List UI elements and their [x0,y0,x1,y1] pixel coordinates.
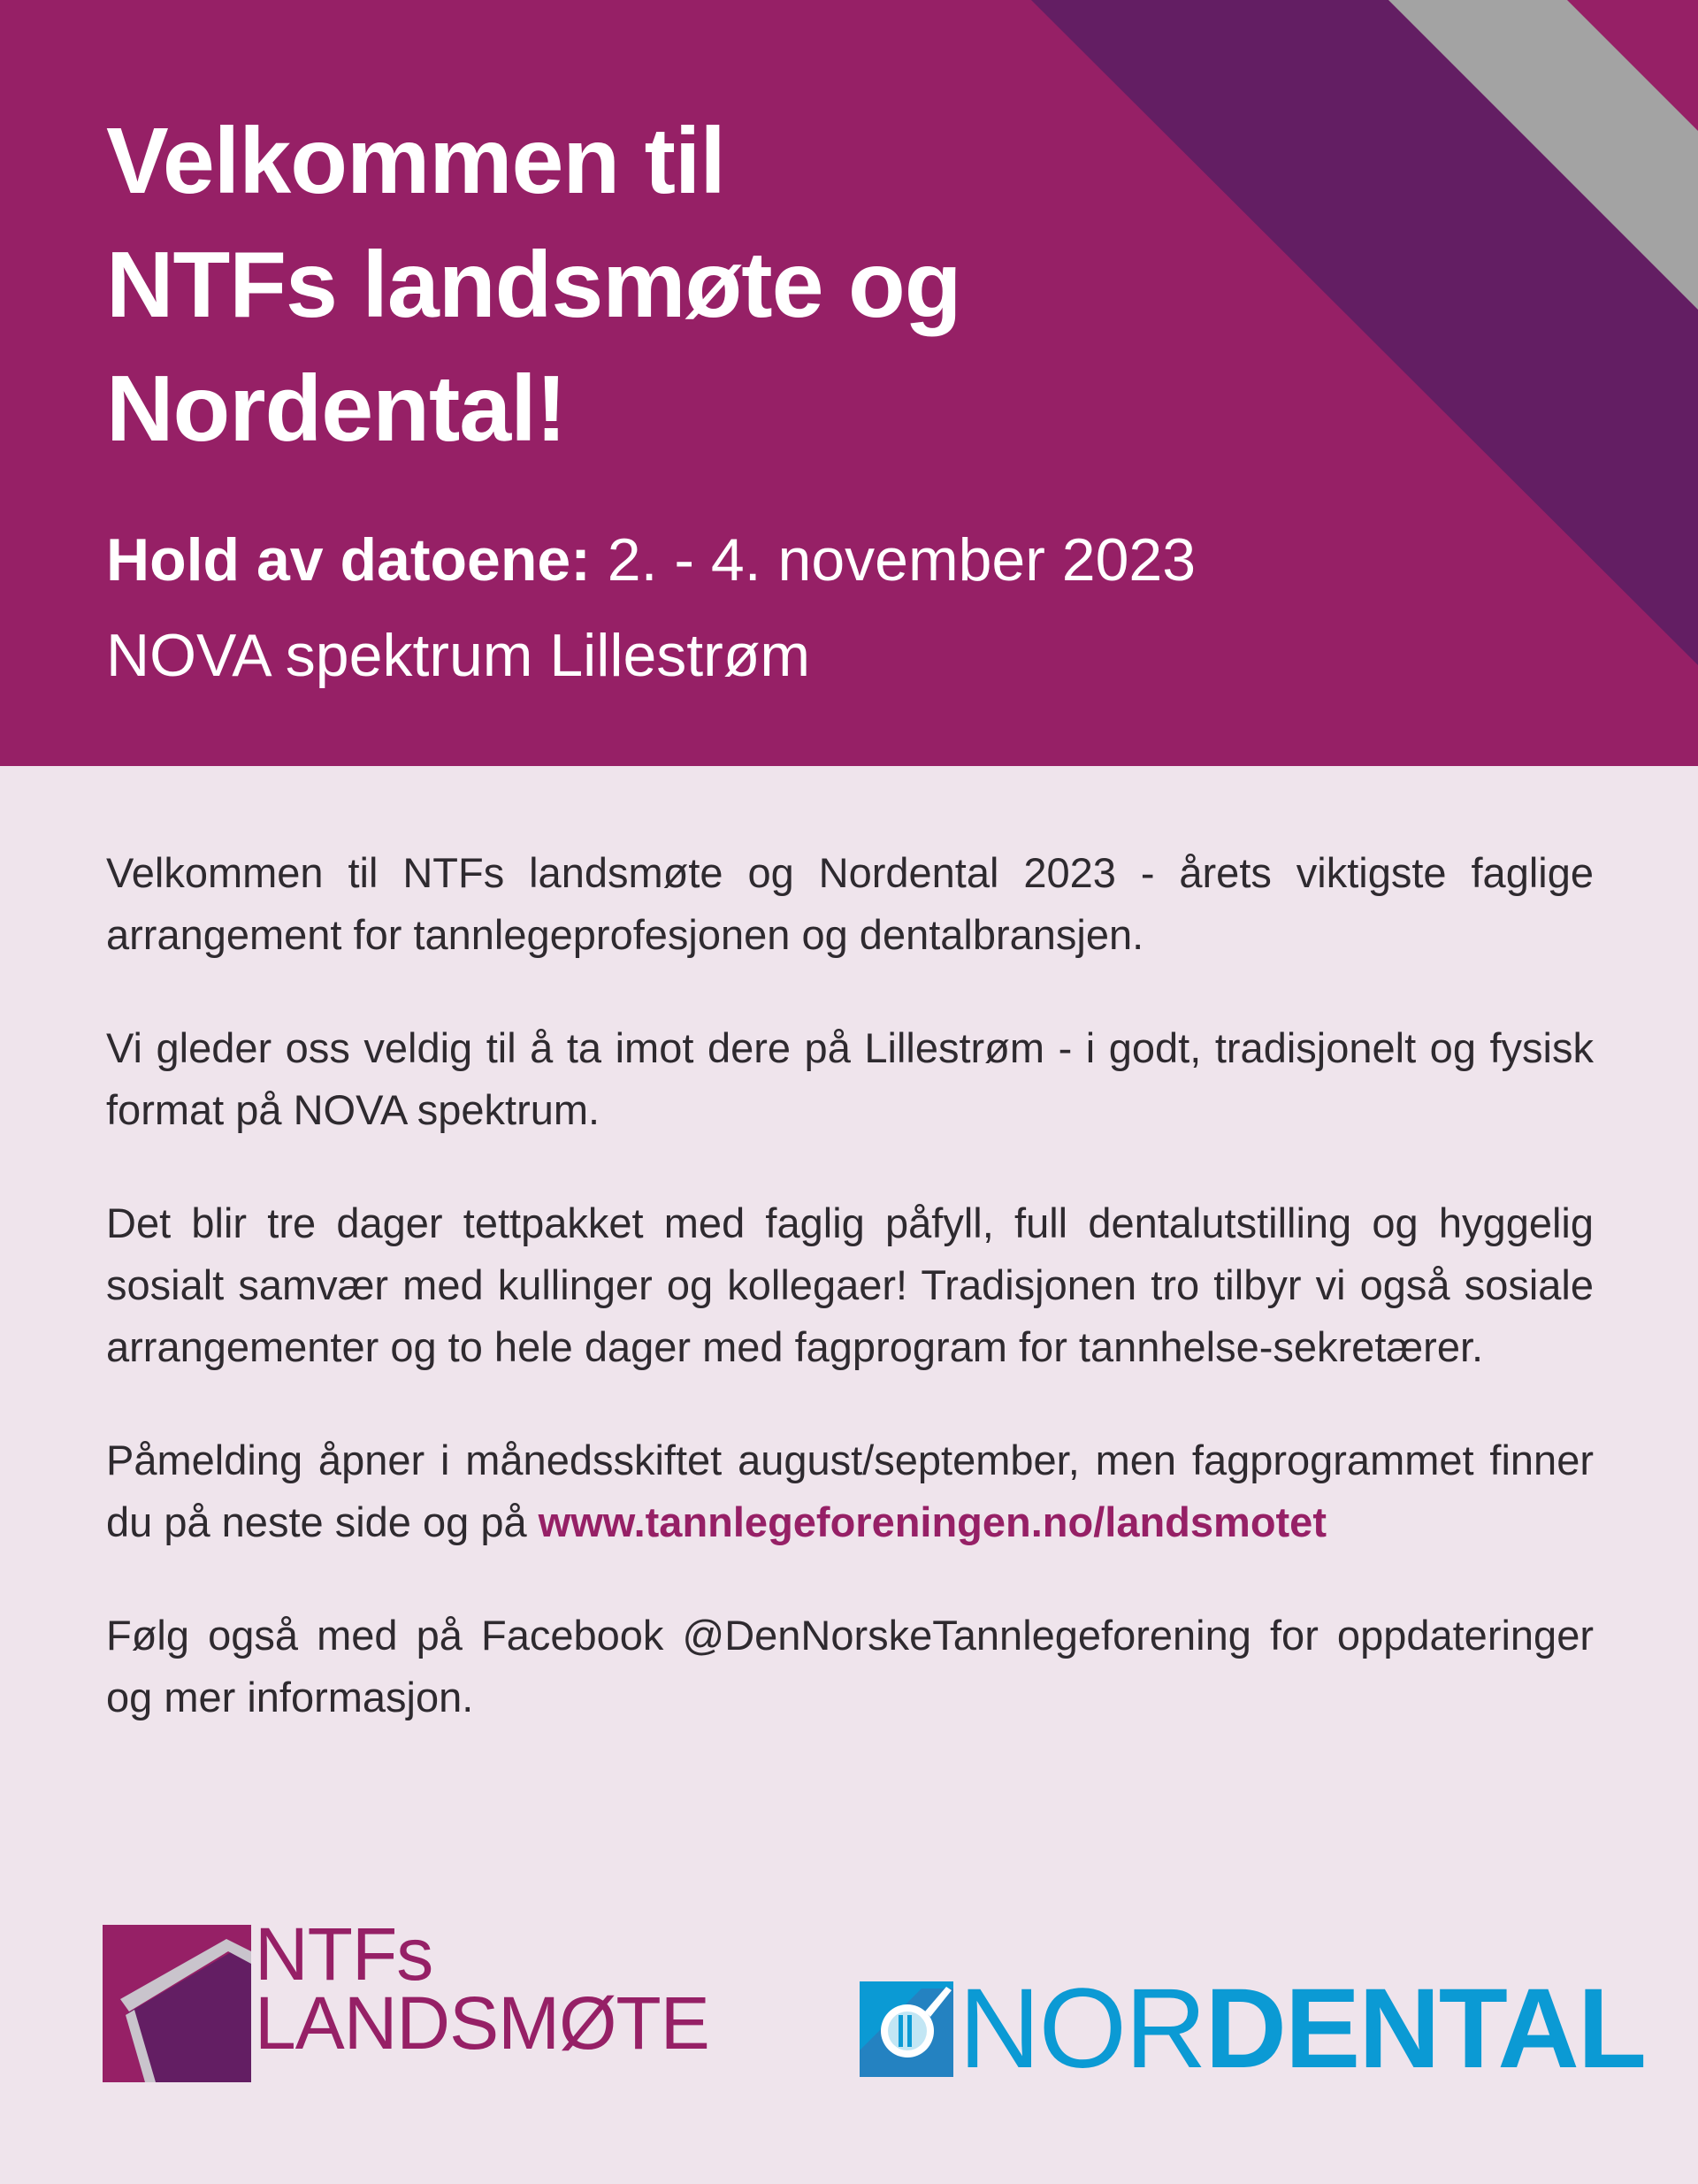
paragraph-venue: Vi gleder oss veldig til å ta imot dere på Lillestrøm - i godt, tradisjonelt og fysisk format på NOVA spektrum. [106,1024,1594,1133]
paragraph-registration [106,1429,1594,1553]
nordental-wordmark-nor: NOR [959,1966,1205,2092]
body-text [106,842,1594,1780]
event-venue: NOVA spektrum Lillestrøm [106,622,811,689]
ntfs-wordmark-line-2: LANDSMØTE [255,1981,709,2065]
paragraph-facebook: Følg også med på Facebook @DenNorskeTannlegeforening for oppdateringer og mer informasjon. [106,1612,1594,1720]
ntfs-wordmark-line-1: NTFs [255,1912,433,1996]
nordental-wordmark [959,1966,1645,2092]
header-banner [0,0,1698,766]
dates-value: 2. - 4. november 2023 [590,526,1197,594]
nordental-wordmark-dental: DENTAL [1205,1966,1645,2092]
paragraph-intro: Velkommen til NTFs landsmøte og Nordental 2023 - årets viktigste faglige arrangement for tannlegeprofesjonen og dentalbransjen. [106,849,1594,958]
title-line-1: Velkommen til [106,109,725,213]
title-line-3: Nordental! [106,356,566,461]
landsmotet-link[interactable]: www.tannlegeforeningen.no/landsmotet [538,1498,1327,1545]
event-dates [106,524,1196,596]
registration-text: Påmelding åpner i månedsskiftet august/september, men fagprogrammet finner du på neste side og på [106,1437,1594,1545]
nordental-logo [860,1966,1645,2092]
ntfs-landsmote-logo [103,1912,775,2084]
page-title [106,99,961,471]
dates-label: Hold av datoene: [106,526,591,594]
ntfs-wordmark [255,1912,709,2065]
paragraph-program: Det blir tre dager tettpakket med faglig påfyll, full dentalutstilling og hyggelig sosialt samvær med kullinger og kollegaer! Tradisjonen tro tilbyr vi også sosiale arrangementer og to hele dager med fagprogram for tannhelse-sekretærer. [106,1199,1594,1370]
title-line-2: NTFs landsmøte og [106,233,961,337]
ntfs-logo-mark-icon [103,1925,251,2082]
dental-mirror-icon [860,1981,953,2077]
